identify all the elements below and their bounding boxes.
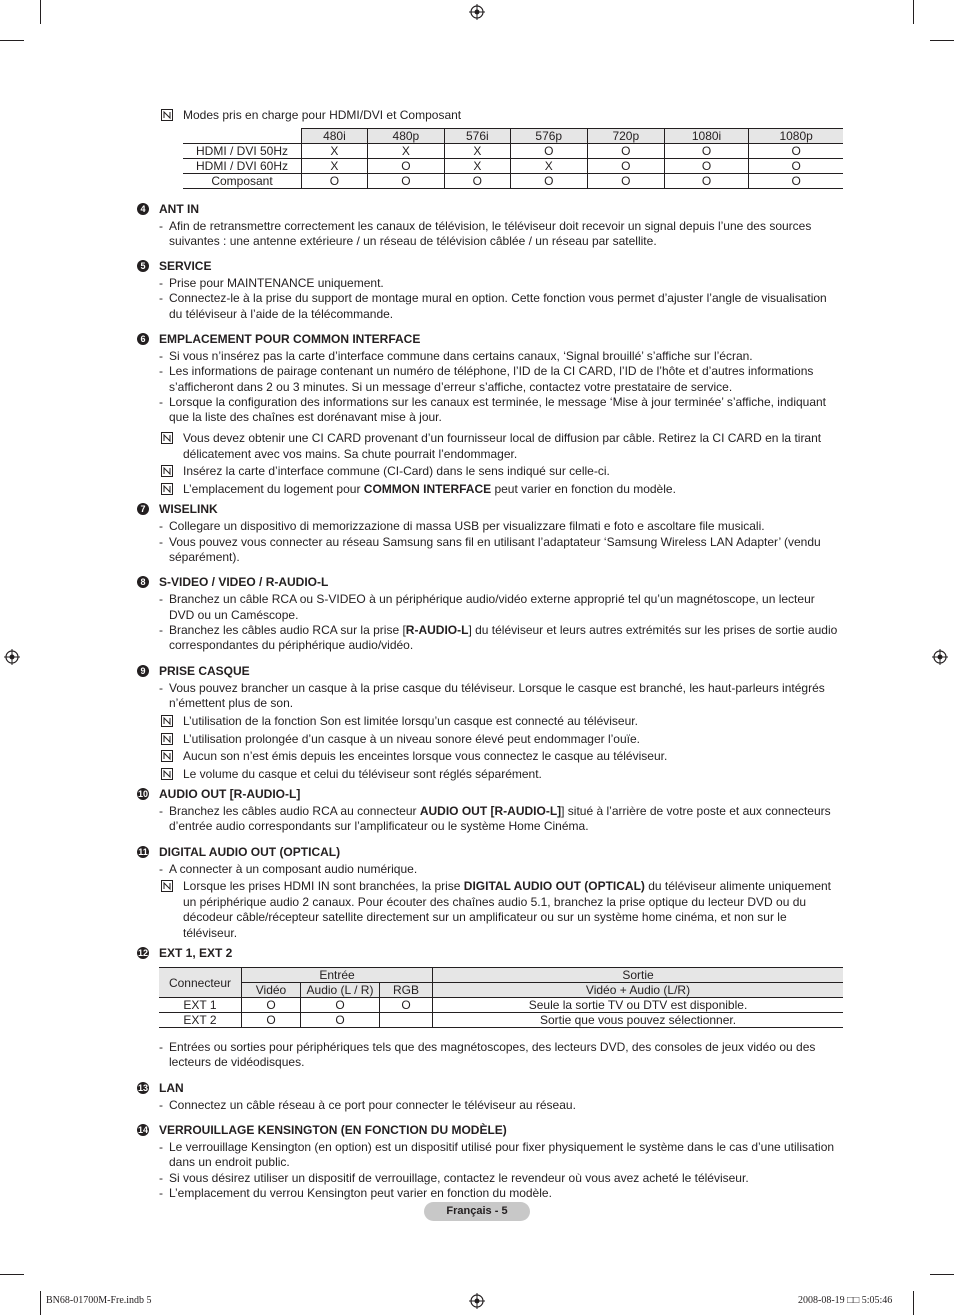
list-item bbox=[137, 535, 843, 566]
note-bold-text: COMMON INTERFACE bbox=[363, 481, 492, 496]
column-header: 576p bbox=[510, 128, 587, 143]
list-item bbox=[137, 395, 843, 426]
table-cell: O bbox=[749, 158, 843, 173]
bullet-dash: - bbox=[159, 622, 163, 637]
bullet-dash: - bbox=[159, 519, 163, 534]
section-number-badge: 6 bbox=[137, 333, 149, 345]
crop-mark bbox=[0, 40, 24, 41]
column-header: Sortie bbox=[433, 968, 844, 983]
bullet-dash: - bbox=[159, 364, 163, 379]
note-text: Modes pris en charge pour HDMI/DVI et Composant bbox=[183, 108, 462, 122]
crop-mark bbox=[913, 1291, 914, 1315]
bullet-dash: - bbox=[159, 1040, 163, 1055]
table-corner bbox=[183, 128, 302, 143]
item-text: Le verrouillage Kensington (en option) est un dispositif utilisé pour fixer physiquement le système dans le cas d’une utilisation dans un endroit public. bbox=[169, 1139, 835, 1170]
table-cell: O bbox=[664, 173, 748, 188]
crop-mark bbox=[40, 1291, 41, 1315]
note-icon bbox=[161, 733, 173, 745]
table-cell: O bbox=[510, 173, 587, 188]
bullet-dash: - bbox=[159, 804, 163, 819]
table-cell: X bbox=[367, 143, 444, 158]
column-header: Vidéo bbox=[242, 983, 301, 998]
list-item bbox=[137, 1098, 843, 1113]
section-heading bbox=[137, 945, 843, 961]
item-text: Les informations de pairage contenant un numéro de téléphone, l’ID de la CI CARD, l’ID de l’hôte et d’autres informations s’afficheront dans 2 ou 3 minutes. Si un message d’erreur s’affiche, contactez votre prestataire de service. bbox=[169, 364, 814, 394]
section-heading bbox=[137, 331, 843, 347]
list-item bbox=[137, 519, 843, 534]
table-cell: X bbox=[444, 143, 510, 158]
note bbox=[137, 431, 843, 462]
section-title: PRISE CASQUE bbox=[159, 663, 250, 678]
section-wiselink bbox=[137, 501, 843, 565]
column-header: Entrée bbox=[242, 968, 433, 983]
note-bold-text: DIGITAL AUDIO OUT (OPTICAL) bbox=[463, 879, 645, 894]
item-text: Prise pour MAINTENANCE uniquement. bbox=[169, 276, 384, 291]
section-title: VERROUILLAGE KENSINGTON (EN FONCTION DU MODÈLE) bbox=[159, 1122, 507, 1137]
table-row bbox=[183, 173, 843, 188]
section-number-badge: 12 bbox=[137, 948, 148, 959]
ext-table bbox=[159, 967, 843, 1028]
registration-mark-icon bbox=[469, 1293, 485, 1309]
list-item bbox=[137, 291, 843, 322]
section-heading bbox=[137, 574, 843, 590]
table-header-row bbox=[159, 968, 843, 983]
item-text: Vous pouvez vous connecter au réseau Samsung sans fil en utilisant l’adaptateur ‘Samsung Wireless LAN Adapter’ (vendu séparément). bbox=[169, 534, 821, 565]
bullet-dash: - bbox=[159, 1185, 163, 1200]
column-header: 720p bbox=[587, 128, 664, 143]
column-header: RGB bbox=[380, 983, 433, 998]
note-icon bbox=[161, 768, 173, 780]
crop-mark bbox=[0, 1274, 24, 1275]
list-item bbox=[137, 1140, 843, 1171]
section-heading bbox=[137, 501, 843, 517]
note bbox=[137, 879, 843, 941]
table-cell: O bbox=[301, 998, 380, 1013]
note-icon bbox=[161, 465, 173, 477]
table-cell: O bbox=[242, 998, 301, 1013]
table-cell: X bbox=[444, 158, 510, 173]
table-row bbox=[183, 143, 843, 158]
section-heading bbox=[137, 1122, 843, 1138]
note-text: L’utilisation prolongée d’un casque à un niveau sonore élevé peut endommager l’ouïe. bbox=[183, 731, 640, 746]
section-title: S-VIDEO / VIDEO / R-AUDIO-L bbox=[159, 575, 329, 590]
section-title: EXT 1, EXT 2 bbox=[159, 946, 233, 961]
section-heading bbox=[137, 1080, 843, 1096]
note-text: Aucun son n’est émis depuis les enceintes lorsque vous connectez le casque au téléviseur. bbox=[183, 749, 668, 764]
note bbox=[137, 714, 843, 730]
bullet-dash: - bbox=[159, 680, 163, 695]
section-title: WISELINK bbox=[159, 502, 218, 517]
table-cell: O bbox=[587, 143, 664, 158]
note-icon bbox=[161, 750, 173, 762]
section-title: EMPLACEMENT POUR COMMON INTERFACE bbox=[159, 331, 421, 346]
table-cell: O bbox=[302, 173, 368, 188]
bullet-dash: - bbox=[159, 1170, 163, 1185]
table-cell: O bbox=[242, 1013, 301, 1028]
column-header: Audio (L / R) bbox=[301, 983, 380, 998]
column-header: Vidéo + Audio (L/R) bbox=[433, 983, 844, 998]
item-text: Branchez les câbles audio RCA sur la prise [ bbox=[169, 622, 406, 637]
list-item bbox=[137, 276, 843, 291]
list-item bbox=[137, 1171, 843, 1186]
item-text: Afin de retransmettre correctement les canaux de télévision, le téléviseur doit recevoir un signal depuis l’une des sources suivantes : une antenne extérieure / un réseau de télévision câblée / un réseau par satellite. bbox=[169, 218, 812, 248]
item-text: Collegare un dispositivo di memorizzazione di massa USB per visualizzare filmati e foto e ascoltare file musicali. bbox=[169, 519, 765, 534]
crop-mark bbox=[930, 1274, 954, 1275]
crop-mark bbox=[930, 40, 954, 41]
column-header: 480p bbox=[367, 128, 444, 143]
item-text: Connectez un câble réseau à ce port pour connecter le téléviseur au réseau. bbox=[169, 1097, 576, 1112]
section-title: SERVICE bbox=[159, 259, 212, 274]
note bbox=[137, 767, 843, 783]
item-text: Connectez-le à la prise du support de montage mural en option. Cette fonction vous permet d’ajuster l’angle de visualisation du téléviseur à l’aide de la télécommande. bbox=[169, 291, 827, 321]
item-text: Lorsque la configuration des informations sur les canaux est terminée, le message ‘Mise à jour terminée’ s’affiche, indiquant que la liste des chaînes est dorénavant mise à jour. bbox=[169, 394, 827, 425]
crop-mark bbox=[913, 0, 914, 24]
table-row bbox=[159, 1013, 843, 1028]
item-text: Vous pouvez brancher un casque à la prise casque du téléviseur. Lorsque le casque est branché, les haut-parleurs intégrés n’émettent plus de son. bbox=[169, 680, 825, 710]
list-item bbox=[137, 349, 843, 364]
bullet-dash: - bbox=[159, 1097, 163, 1112]
item-text: Branchez les câbles audio RCA au connecteur bbox=[169, 804, 420, 819]
note-text: L’emplacement du logement pour bbox=[183, 481, 364, 496]
note-text: Vous devez obtenir une CI CARD provenant d’un fournisseur local de diffusion par câble. Retirez la CI CARD en la tirant délicatement avec vos mains. Sa chute pourrait l’endommager. bbox=[183, 431, 822, 461]
table-cell: O bbox=[510, 143, 587, 158]
modes-table bbox=[183, 128, 843, 189]
table-cell: O bbox=[367, 173, 444, 188]
list-item bbox=[137, 862, 843, 877]
section-common-interface bbox=[137, 331, 843, 497]
section-heading bbox=[137, 844, 843, 860]
list-item bbox=[137, 681, 843, 712]
section-s-video bbox=[137, 574, 843, 653]
list-item bbox=[137, 1040, 843, 1071]
section-number-badge: 11 bbox=[138, 846, 148, 857]
column-header: 1080p bbox=[749, 128, 843, 143]
item-bold-text: AUDIO OUT [R-AUDIO-L] bbox=[419, 804, 562, 819]
list-item bbox=[137, 364, 843, 395]
item-text: L’emplacement du verrou Kensington peut varier en fonction du modèle. bbox=[169, 1185, 552, 1200]
item-text: Si vous n’insérez pas la carte d’interface commune dans certains canaux, ‘Signal brouillé’ s’affiche sur l’écran. bbox=[169, 348, 753, 363]
bullet-dash: - bbox=[159, 861, 163, 876]
section-digital-audio-out bbox=[137, 844, 843, 941]
registration-mark-icon bbox=[932, 649, 948, 665]
section-service bbox=[137, 258, 843, 322]
note bbox=[137, 749, 843, 765]
note-text: Insérez la carte d’interface commune (CI-Card) dans le sens indiqué sur celle-ci. bbox=[183, 464, 610, 479]
row-label: HDMI / DVI 50Hz bbox=[183, 143, 302, 158]
table-cell: O bbox=[664, 143, 748, 158]
section-title: ANT IN bbox=[159, 201, 199, 216]
section-heading bbox=[137, 258, 843, 274]
row-label: EXT 1 bbox=[159, 998, 242, 1013]
table-row bbox=[183, 158, 843, 173]
section-number-badge: 13 bbox=[137, 1082, 148, 1093]
bullet-dash: - bbox=[159, 291, 163, 306]
section-number-badge: 5 bbox=[137, 260, 149, 272]
list-item bbox=[137, 1186, 843, 1201]
list-item bbox=[137, 219, 843, 250]
section-number-badge: 9 bbox=[137, 665, 149, 677]
note-icon bbox=[161, 483, 173, 495]
table-cell: O bbox=[587, 173, 664, 188]
item-text: ] du téléviseur et leurs autres extrémités sur les prises de sortie audio correspondantes du périphérique audio/vidéo. bbox=[169, 622, 838, 653]
table-cell: O bbox=[749, 143, 843, 158]
registration-mark-icon bbox=[4, 649, 20, 665]
row-label: Composant bbox=[183, 173, 302, 188]
section-lan bbox=[137, 1080, 843, 1113]
row-label: HDMI / DVI 60Hz bbox=[183, 158, 302, 173]
bullet-dash: - bbox=[159, 534, 163, 549]
table-cell: O bbox=[367, 158, 444, 173]
page-content bbox=[137, 108, 843, 1201]
bullet-dash: - bbox=[159, 592, 163, 607]
table-cell: O bbox=[664, 158, 748, 173]
section-title: LAN bbox=[159, 1080, 184, 1095]
note-icon bbox=[161, 432, 173, 444]
row-label: EXT 2 bbox=[159, 1013, 242, 1028]
table-cell: Sortie que vous pouvez sélectionner. bbox=[433, 1013, 844, 1028]
section-prise-casque bbox=[137, 663, 843, 783]
table-cell: O bbox=[749, 173, 843, 188]
bullet-dash: - bbox=[159, 394, 163, 409]
bullet-dash: - bbox=[159, 276, 163, 291]
list-item bbox=[137, 804, 843, 835]
table-row bbox=[159, 998, 843, 1013]
section-number-badge: 10 bbox=[137, 789, 148, 800]
section-kensington bbox=[137, 1122, 843, 1201]
crop-mark bbox=[40, 0, 41, 24]
section-number-badge: 8 bbox=[137, 576, 149, 588]
table-cell bbox=[380, 1013, 433, 1028]
item-text: Entrées ou sorties pour périphériques tels que des magnétoscopes, des lecteurs DVD, des consoles de jeux vidéo ou des lecteurs de vidéodisques. bbox=[169, 1040, 816, 1070]
note bbox=[137, 732, 843, 748]
list-item bbox=[137, 592, 843, 623]
section-title: DIGITAL AUDIO OUT (OPTICAL) bbox=[159, 844, 341, 859]
note-text: L’utilisation de la fonction Son est limitée lorsqu’un casque est connecté au téléviseur. bbox=[183, 714, 638, 729]
note-text: du téléviseur alimente uniquement un périphérique audio 2 canaux. Pour écouter des chaînes audio 5.1, branchez la prise optique du lecteur DVD ou du décodeur câble/récepteur satellite directement sur un amplificateur ou sur un système home cinéma, et non sur le téléviseur. bbox=[183, 879, 832, 940]
table-cell: X bbox=[302, 158, 368, 173]
section-number-badge: 14 bbox=[137, 1124, 148, 1135]
item-bold-text: R-AUDIO-L bbox=[405, 622, 469, 637]
column-header: 1080i bbox=[664, 128, 748, 143]
item-text: ] situé à l’arrière de votre poste et aux connecteurs d’entrée audio correspondants sur l’amplificateur ou le système Home Cinéma. bbox=[169, 804, 831, 834]
column-header: Connecteur bbox=[159, 968, 242, 998]
section-heading bbox=[137, 663, 843, 679]
table-cell: Seule la sortie TV ou DTV est disponible. bbox=[433, 998, 844, 1013]
note bbox=[137, 464, 843, 480]
note-icon bbox=[161, 109, 173, 121]
section-audio-out bbox=[137, 786, 843, 835]
list-item bbox=[137, 623, 843, 654]
section-number-badge: 4 bbox=[137, 203, 149, 215]
table-header-row bbox=[183, 128, 843, 143]
section-ext bbox=[137, 945, 843, 1071]
note-text: Lorsque les prises HDMI IN sont branchées, la prise bbox=[183, 879, 464, 894]
table-header-row bbox=[159, 983, 843, 998]
column-header: 576i bbox=[444, 128, 510, 143]
registration-mark-icon bbox=[469, 4, 485, 20]
page-number-badge: Français - 5 bbox=[424, 1202, 530, 1221]
table-cell: X bbox=[302, 143, 368, 158]
bullet-dash: - bbox=[159, 1139, 163, 1154]
note-text: Le volume du casque et celui du téléviseur sont réglés séparément. bbox=[183, 766, 542, 781]
bullet-dash: - bbox=[159, 348, 163, 363]
note-text: peut varier en fonction du modèle. bbox=[491, 481, 676, 496]
item-text: Branchez un câble RCA ou S-VIDEO à un périphérique audio/vidéo externe approprié tel qu’un magnétoscope, un lecteur DVD ou un Caméscope. bbox=[169, 592, 815, 622]
note-icon bbox=[161, 880, 173, 892]
note bbox=[137, 108, 843, 124]
section-ant-in bbox=[137, 201, 843, 250]
table-cell: X bbox=[510, 158, 587, 173]
item-text: A connecter à un composant audio numérique. bbox=[169, 861, 418, 876]
note bbox=[137, 482, 843, 498]
footer-file-name: BN68-01700M-Fre.indb 5 bbox=[46, 1295, 152, 1306]
section-title: AUDIO OUT [R-AUDIO-L] bbox=[159, 787, 301, 802]
table-cell: O bbox=[444, 173, 510, 188]
table-cell: O bbox=[587, 158, 664, 173]
item-text: Si vous désirez utiliser un dispositif de verrouillage, contactez le revendeur où vous avez acheté le téléviseur. bbox=[169, 1170, 749, 1185]
table-cell: O bbox=[380, 998, 433, 1013]
section-number-badge: 7 bbox=[137, 503, 149, 515]
section-heading bbox=[137, 786, 843, 802]
column-header: 480i bbox=[302, 128, 368, 143]
bullet-dash: - bbox=[159, 218, 163, 233]
note-icon bbox=[161, 715, 173, 727]
footer-timestamp: 2008-08-19 □□ 5:05:46 bbox=[798, 1295, 893, 1306]
table-cell: O bbox=[301, 1013, 380, 1028]
section-heading bbox=[137, 201, 843, 217]
